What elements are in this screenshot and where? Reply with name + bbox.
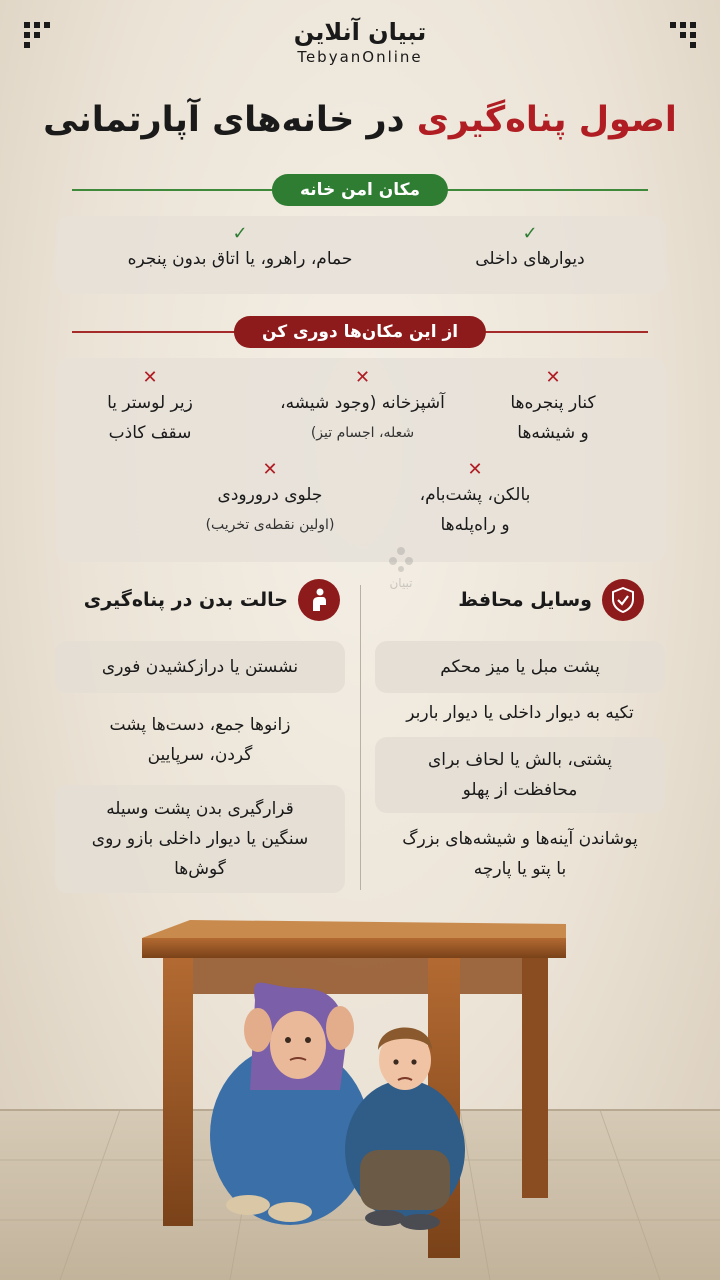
avoid-section-title: از این مکان‌ها دوری کن [234, 316, 486, 348]
watermark-icon [386, 545, 416, 573]
brand-name-en: TebyanOnline [297, 48, 423, 66]
safe-item-1 [395, 224, 665, 274]
title-part-1: اصول پناه‌گیری [416, 100, 677, 140]
avoid-item-1-line1: کنار پنجره‌ها [510, 393, 596, 413]
posture-item-1: نشستن یا درازکشیدن فوری [55, 641, 345, 693]
avoid-item-2-line2: شعله، اجسام تیز) [310, 425, 415, 441]
watermark-text: تبیان [389, 576, 413, 590]
shield-icon [602, 579, 644, 621]
shelter-illustration [0, 900, 720, 1280]
avoid-item-2 [250, 368, 475, 448]
watermark-logo [376, 545, 426, 590]
tools-item-3: پشتی، بالش یا لحاف برای محافظت از پهلو [375, 737, 665, 813]
tools-item-2: تکیه به دیوار داخلی یا دیوار باربر [406, 703, 634, 723]
avoid-item-5-line2: (اولین نقطه‌ی تخریب) [205, 517, 335, 533]
avoid-section-header [72, 316, 648, 348]
avoid-item-5-line1: جلوی درورودی [217, 485, 323, 505]
tools-item-1: پشت مبل یا میز محکم [375, 641, 665, 693]
girl-figure [210, 983, 370, 1225]
posture-header [84, 578, 340, 622]
avoid-item-3-line1: زیر لوستر یا [107, 393, 193, 413]
posture-item-2: زانوها جمع، دست‌ها پشت گردن، سرپایین [109, 715, 291, 765]
table-top-edge [142, 938, 566, 958]
brand-logo [0, 18, 720, 66]
avoid-item-4-line1: بالکن، پشت‌بام، [419, 485, 531, 505]
table-leg-front-left [163, 958, 193, 1226]
title-part-2: در خانه‌های آپارتمانی [43, 100, 405, 140]
tools-header [458, 578, 644, 622]
safe-item-2 [75, 224, 405, 274]
cross-icon: ✕ [262, 459, 278, 480]
cross-icon: ✕ [354, 367, 371, 388]
avoid-item-4 [385, 460, 565, 540]
tools-item-4: پوشاندن آینه‌ها و شیشه‌های بزرگ با پتو یا پارچه [402, 829, 638, 879]
posture-item-3: قرارگیری بدن پشت وسیله سنگین یا دیوار داخلی بازو روی گوش‌ها [55, 785, 345, 893]
avoid-item-2-line1: آشپزخانه (وجود شیشه، [280, 393, 445, 413]
avoid-item-4-line2: و راه‌پله‌ها [440, 515, 510, 535]
column-divider [360, 585, 361, 890]
safe-item-1-text: دیوارهای داخلی [475, 249, 585, 269]
posture-title: حالت بدن در پناه‌گیری [83, 589, 288, 611]
safe-item-2-text: حمام، راهرو، یا اتاق بدون پنجره [127, 249, 353, 269]
avoid-item-1 [478, 368, 628, 448]
brand-name-fa: تبیان آنلاین [293, 18, 427, 46]
table-leg-back-right [522, 958, 548, 1198]
cross-icon: ✕ [467, 459, 483, 480]
page-title [0, 100, 720, 140]
tools-title: وسایل محافظ [458, 589, 592, 611]
safe-section-title: مکان امن خانه [272, 174, 448, 206]
avoid-item-3 [80, 368, 220, 448]
cross-icon: ✕ [545, 367, 561, 388]
safe-section-header [72, 174, 648, 206]
avoid-item-5 [170, 460, 370, 540]
check-icon: ✓ [522, 223, 538, 244]
avoid-item-1-line2: و شیشه‌ها [517, 423, 589, 443]
person-sitting-icon [298, 579, 340, 621]
avoid-item-3-line2: سقف کاذب [108, 423, 192, 443]
cross-icon: ✕ [142, 367, 158, 388]
table-apron [185, 958, 525, 994]
check-icon: ✓ [232, 223, 248, 244]
